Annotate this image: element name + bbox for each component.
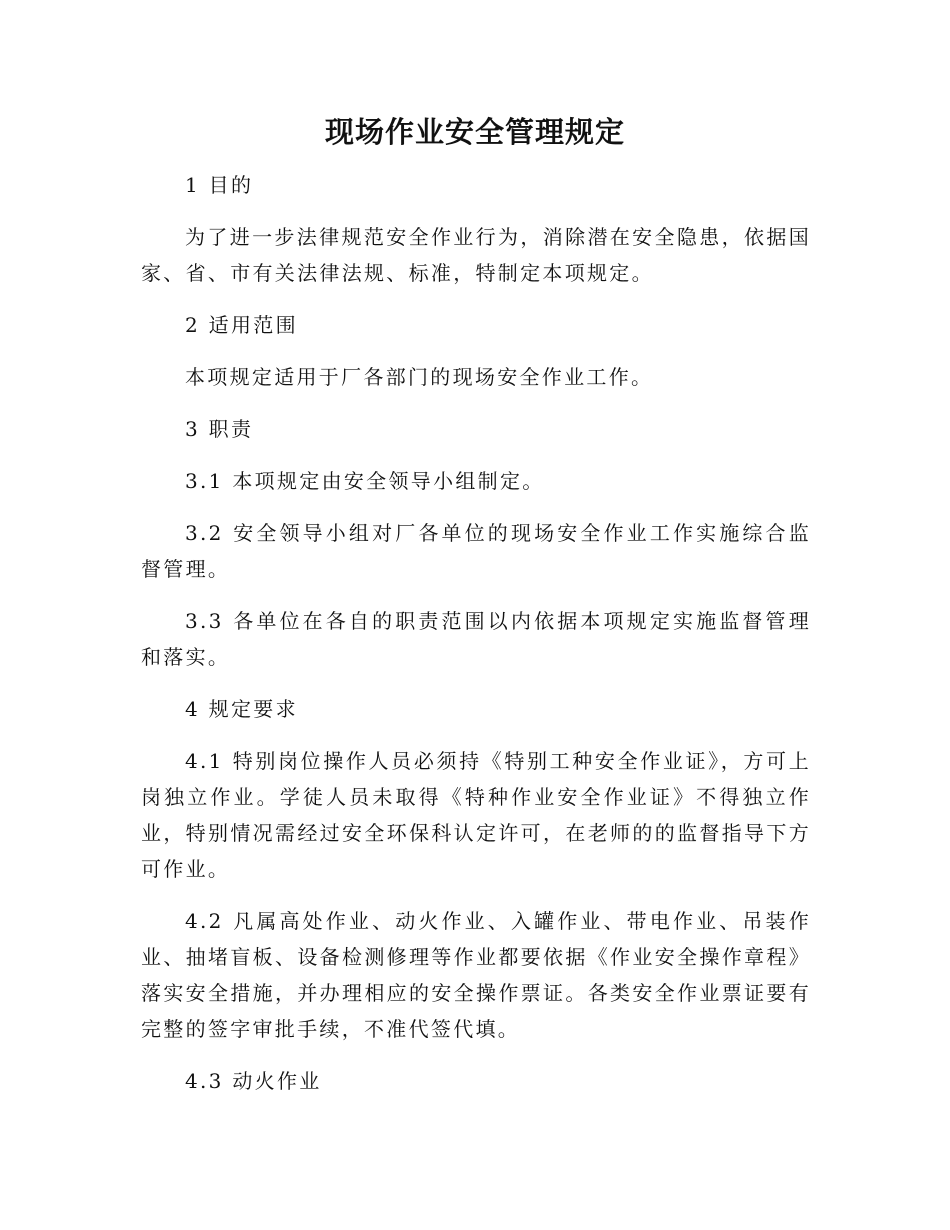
paragraph-3-1: 3.1 本项规定由安全领导小组制定。 bbox=[185, 469, 545, 493]
section-heading-purpose: 1 目的 bbox=[185, 173, 254, 197]
paragraph-purpose: 为了进一步法律规范安全作业行为，消除潜在安全隐患，依据国家、省、市有关法律法规、标准，特制定本项规定。 bbox=[141, 225, 811, 285]
section-heading-responsibilities: 3 职责 bbox=[185, 417, 254, 441]
document-body bbox=[141, 167, 811, 1115]
paragraph-3-3: 3.3 各单位在各自的职责范围以内依据本项规定实施监督管理和落实。 bbox=[141, 609, 811, 669]
section-heading-requirements: 4 规定要求 bbox=[185, 697, 298, 721]
section-heading-4-3: 4.3 动火作业 bbox=[185, 1069, 322, 1093]
paragraph-scope: 本项规定适用于厂各部门的现场安全作业工作。 bbox=[185, 365, 654, 389]
section-heading-scope: 2 适用范围 bbox=[185, 313, 298, 337]
paragraph-3-2: 3.2 安全领导小组对厂各单位的现场安全作业工作实施综合监督管理。 bbox=[141, 521, 811, 581]
paragraph-4-2: 4.2 凡属高处作业、动火作业、入罐作业、带电作业、吊装作业、抽堵盲板、设备检测修理等作业都要依据《作业安全操作章程》落实安全措施，并办理相应的安全操作票证。各类安全作业票证要有完整的签字审批手续，不准代签代填。 bbox=[141, 909, 811, 1041]
document-title: 现场作业安全管理规定 bbox=[324, 115, 625, 149]
paragraph-4-1: 4.1 特别岗位操作人员必须持《特别工种安全作业证》，方可上岗独立作业。学徒人员未取得《特种作业安全作业证》不得独立作业，特别情况需经过安全环保科认定许可，在老师的的监督指导下方可作业。 bbox=[141, 749, 811, 881]
